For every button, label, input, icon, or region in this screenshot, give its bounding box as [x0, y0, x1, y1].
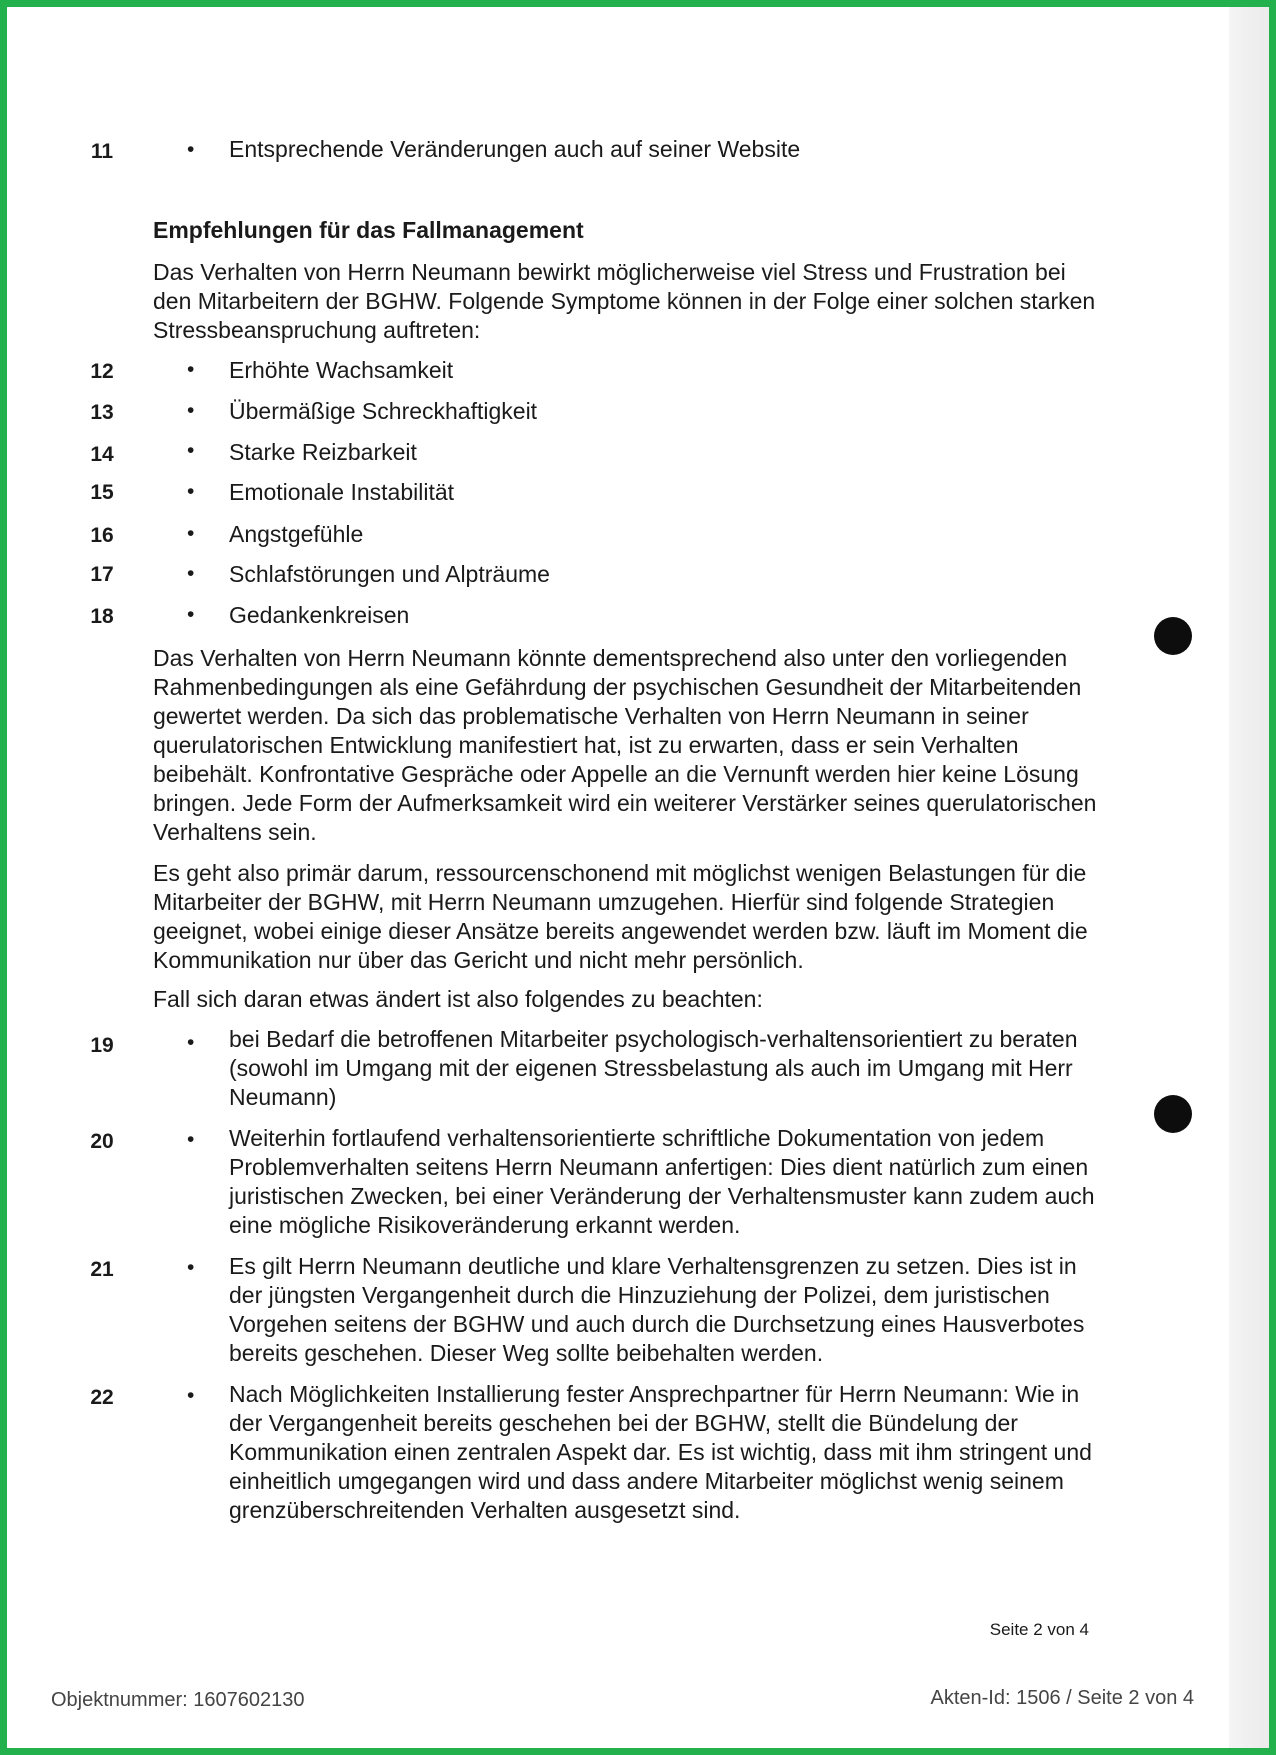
bullet: • [187, 399, 195, 422]
line-number: 13 [90, 401, 114, 424]
bullet: • [187, 138, 195, 161]
line-number: 12 [90, 360, 114, 383]
symptom-item: Angstgefühle [229, 521, 364, 547]
symptom-item: Schlafstörungen und Alpträume [229, 561, 550, 587]
line-number: 15 [90, 481, 114, 504]
symptom-item: Emotionale Instabilität [229, 479, 455, 505]
strategy-item: Weiterhin fortlaufend verhaltensorientierte schriftliche Dokumentation von jedem Problemverhalten seitens Herrn Neumann anfertigen: Dies dient natürlich zum einen juristischen Zwecken, bei einer Veränderung der Verhaltensmuster kann zudem auch eine mögliche Risikoveränderung erkannt werden. [229, 1125, 1095, 1238]
bullet: • [187, 1031, 195, 1054]
strategy-item: Es gilt Herrn Neumann deutliche und klare Verhaltensgrenzen zu setzen. Dies ist in der jüngsten Vergangenheit durch die Hinzuziehung der Polizei, dem juristischen Vorgehen seitens der BGHW und auch durch die Durchsetzung eines Hausverbotes bereits geschehen. Dieser Weg sollte beibehalten werden. [229, 1253, 1085, 1366]
bullet: • [187, 480, 195, 503]
line-number: 21 [90, 1258, 114, 1281]
line-number: 20 [90, 1130, 114, 1153]
punch-hole-top [1154, 617, 1192, 655]
bullet: • [187, 522, 195, 545]
paragraph: Fall sich daran etwas ändert ist also folgendes zu beachten: [153, 986, 763, 1012]
line-number: 22 [90, 1386, 114, 1409]
bullet: • [187, 1256, 195, 1279]
paragraph: Das Verhalten von Herrn Neumann könnte dementsprechend also unter den vorliegenden Rahmenbedingungen als eine Gefährdung der psychischen Gesundheit der Mitarbeitenden gewertet werden. Da sich das problematische Verhalten von Herrn Neumann in seiner querulatorischen Entwicklung manifestiert hat, ist zu erwarten, dass er sein Verhalten beibehält. Konfrontative Gespräche oder Appelle an die Vernunft werden hier keine Lösung bringen. Jede Form der Aufmerksamkeit wird ein weiterer Verstärker seines querulatorischen Verhaltens sein. [153, 645, 1097, 845]
strategy-item: bei Bedarf die betroffenen Mitarbeiter psychologisch-verhaltensorientiert zu beraten (sowohl im Umgang mit der eigenen Stressbelastung als auch im Umgang mit Herr Neumann) [229, 1026, 1078, 1110]
paragraph: Es geht also primär darum, ressourcenschonend mit möglichst wenigen Belastungen für die Mitarbeiter der BGHW, mit Herrn Neumann umzugehen. Hierfür sind folgende Strategien geeignet, wobei einige dieser Ansätze bereits angewendet werden bzw. läuft im Moment die Kommunikation nur über das Gericht und nicht mehr persönlich. [153, 860, 1088, 973]
symptom-item: Erhöhte Wachsamkeit [229, 357, 454, 383]
strategy-item: Nach Möglichkeiten Installierung fester Ansprechpartner für Herrn Neumann: Wie in der Vergangenheit bereits geschehen bei der BGHW, stellt die Bündelung der Kommunikation einen zentralen Aspekt dar. Es ist wichtig, dass mit ihm stringent und einheitlich umgegangen wird und dass andere Mitarbeiter möglichst wenig seinem grenzüberschreitenden Verhalten ausgesetzt sind. [229, 1381, 1092, 1523]
file-id: Akten-Id: 1506 / Seite 2 von 4 [930, 1687, 1194, 1709]
line-number: 19 [90, 1034, 114, 1057]
symptom-item: Übermäßige Schreckhaftigkeit [229, 398, 538, 424]
scan-edge-shadow [1229, 7, 1269, 1755]
symptom-item: Gedankenkreisen [229, 602, 410, 628]
bullet: • [187, 603, 195, 626]
page-number: Seite 2 von 4 [989, 1620, 1089, 1639]
object-number: Objektnummer: 1607602130 [51, 1689, 305, 1711]
section-heading: Empfehlungen für das Fallmanagement [153, 217, 584, 243]
list-item-text: Entsprechende Veränderungen auch auf seiner Website [229, 136, 801, 162]
punch-hole-bottom [1154, 1095, 1192, 1133]
bullet: • [187, 358, 195, 381]
bullet: • [187, 1128, 195, 1151]
line-number: 11 [90, 140, 114, 163]
bullet: • [187, 1384, 195, 1407]
symptom-item: Starke Reizbarkeit [229, 439, 417, 465]
bullet: • [187, 562, 195, 585]
line-number: 14 [90, 443, 114, 466]
intro-paragraph: Das Verhalten von Herrn Neumann bewirkt möglicherweise viel Stress und Frustration bei den Mitarbeitern der BGHW. Folgende Symptome können in der Folge einer solchen starken Stressbeanspruchung auftreten: [153, 259, 1096, 343]
bullet: • [187, 439, 195, 462]
line-number: 16 [90, 524, 114, 547]
line-number: 17 [90, 563, 114, 586]
line-number: 18 [90, 605, 114, 628]
